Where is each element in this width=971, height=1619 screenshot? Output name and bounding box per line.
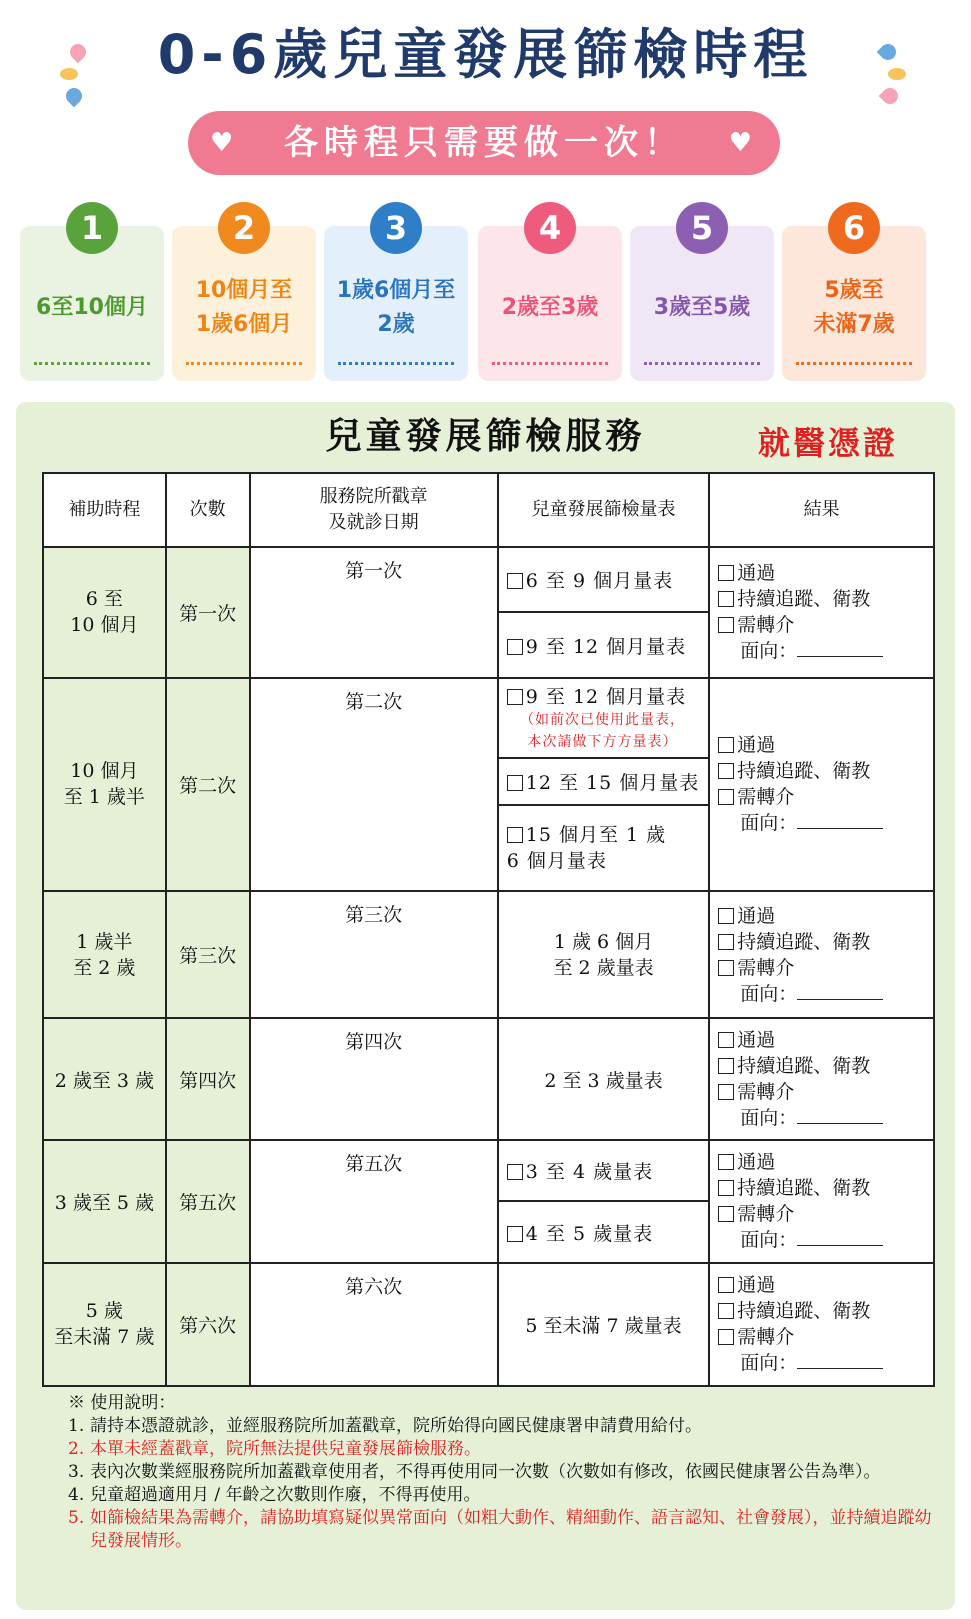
stage-card-6 [782,209,926,381]
stage-label: 1歲6個月至 2歲 [336,278,456,337]
checkbox[interactable] [507,689,523,705]
result-refer: 需轉介 [737,1203,795,1226]
checkbox[interactable] [507,639,523,655]
stage-card-5 [630,209,774,381]
result-aspect: 面向： [740,982,798,1005]
page-title: 0-6歲兒童發展篩檢時程 [157,23,814,86]
result-aspect: 面向： [740,1229,798,1252]
note-text: 請持本憑證就診，並經服務院所加蓋戳章，院所始得向國民健康署申請費用給付。 [90,1416,702,1436]
result-aspect: 面向： [740,812,798,835]
table-header-row [43,473,934,547]
stage-label: 2歲至3歲 [501,295,599,320]
heart-icon: ♥ [728,128,758,158]
note-item [68,1415,938,1438]
note-item [68,1484,938,1507]
table-row [43,1263,934,1386]
stage-card-3 [324,209,468,381]
note-text: 表內次數業經服務院所加蓋戳章使用者，不得再使用同一次數（次數如有修改，依國民健康署公告為準）。 [90,1462,881,1482]
period-cell: 10 個月 至 1 歲半 [43,678,166,891]
stamp-cell[interactable] [250,1263,498,1386]
stage-number-badge: 3 [370,202,422,254]
checkbox-pass[interactable] [718,1277,734,1293]
stage-label: 10個月至 1歲6個月 [195,278,293,337]
result-refer: 需轉介 [737,614,795,637]
stage-card-4 [478,209,622,381]
visit-label: 第五次 [345,1153,403,1176]
stage-number-badge: 2 [218,202,270,254]
result-follow: 持續追蹤、衛教 [737,1055,871,1078]
result-aspect: 面向： [740,640,798,663]
result-cell [709,678,934,891]
aspect-blank-line[interactable] [797,999,883,1000]
panel-title: 兒童發展篩檢服務 [325,415,646,457]
dotted-divider [338,362,454,365]
scale-cell [498,678,710,758]
aspect-blank-line[interactable] [797,1123,883,1124]
note-index: 3. [68,1462,85,1482]
checkbox[interactable] [507,1226,523,1242]
result-pass: 通過 [737,1029,776,1052]
header-stamp-date: 服務院所戳章 及就診日期 [250,473,498,547]
stamp-cell[interactable] [250,891,498,1018]
note-index: 2. [68,1439,85,1459]
scale-cell [498,1201,710,1262]
visit-label: 第二次 [345,690,403,713]
note-index: 5. [68,1508,85,1528]
scale-cell [498,805,710,891]
droplet-decoration-left-2 [60,68,78,80]
notes-heading: ※ 使用說明： [68,1393,176,1413]
usage-notes [68,1392,938,1553]
scale-cell [498,1140,710,1201]
note-item [68,1507,938,1553]
result-cell [709,1140,934,1263]
screening-table [42,472,935,1387]
header-count: 次數 [166,473,250,547]
droplet-decoration-right-2 [888,68,906,80]
certificate-label: 就醫憑證 [758,424,899,462]
scale-label: 3 至 4 歲量表 [525,1161,654,1184]
note-text: 兒童超過適用月 / 年齡之次數則作廢，不得再使用。 [90,1485,481,1505]
header-result: 結果 [709,473,934,547]
scale-cell: 2 至 3 歲量表 [498,1018,710,1140]
note-text: 如篩檢結果為需轉介，請協助填寫疑似異常面向（如粗大動作、精細動作、語言認知、社會發展），並持續追蹤幼兒發展情形。 [90,1508,932,1551]
period-cell: 2 歲至 3 歲 [43,1018,166,1140]
heart-icon: ♥ [210,128,240,158]
aspect-blank-line[interactable] [797,828,883,829]
checkbox-follow[interactable] [718,934,734,950]
header-scale: 兒童發展篩檢量表 [498,473,710,547]
result-cell [709,891,934,1018]
scale-cell: 1 歲 6 個月 至 2 歲量表 [498,891,710,1018]
checkbox-pass[interactable] [718,737,734,753]
table-row [43,1140,934,1201]
scale-cell: 5 至未滿 7 歲量表 [498,1263,710,1386]
stamp-cell[interactable] [250,547,498,678]
note-index: 1. [68,1416,85,1436]
checkbox[interactable] [507,1164,523,1180]
note-index: 4. [68,1485,85,1505]
result-aspect: 面向： [740,1352,798,1375]
checkbox[interactable] [507,827,523,843]
checkbox-refer[interactable] [718,1084,734,1100]
result-pass: 通過 [737,734,776,757]
period-cell: 3 歲至 5 歲 [43,1140,166,1263]
result-follow: 持續追蹤、衛教 [737,588,871,611]
result-refer: 需轉介 [737,786,795,809]
subtitle-text: 各時程只需要做一次！ [284,123,684,163]
stage-label: 6至10個月 [36,295,148,320]
subtitle-banner [188,111,780,175]
stage-label: 3歲至5歲 [653,295,751,320]
dotted-divider [796,362,912,365]
result-pass: 通過 [737,904,776,927]
checkbox-refer[interactable] [718,960,734,976]
scale-cell [498,612,710,678]
result-pass: 通過 [737,1274,776,1297]
checkbox[interactable] [507,775,523,791]
checkbox-pass[interactable] [718,908,734,924]
result-follow: 持續追蹤、衛教 [737,760,871,783]
header-period: 補助時程 [43,473,166,547]
checkbox-follow[interactable] [718,1058,734,1074]
visit-label: 第三次 [345,904,403,927]
checkbox-refer[interactable] [718,1206,734,1222]
aspect-blank-line[interactable] [797,1245,883,1246]
checkbox-pass[interactable] [718,1154,734,1170]
scale-cell [498,547,710,613]
dotted-divider [644,362,760,365]
period-cell: 1 歲半 至 2 歲 [43,891,166,1018]
table-row [43,547,934,613]
count-cell: 第五次 [166,1140,250,1263]
count-cell: 第二次 [166,678,250,891]
scale-label: 15 個月至 1 歲 6 個月量表 [506,824,667,872]
stage-number-badge: 4 [524,202,576,254]
note-item [68,1438,938,1461]
page-title-wrap [0,10,971,100]
note-text: 本單未經蓋戳章，院所無法提供兒童發展篩檢服務。 [90,1439,481,1459]
table-row [43,678,934,758]
checkbox-refer[interactable] [718,789,734,805]
result-follow: 持續追蹤、衛教 [737,1300,871,1323]
checkbox-pass[interactable] [718,1032,734,1048]
checkbox-follow[interactable] [718,1303,734,1319]
result-refer: 需轉介 [737,1326,795,1349]
count-cell: 第四次 [166,1018,250,1140]
dotted-divider [492,362,608,365]
checkbox-follow[interactable] [718,763,734,779]
count-cell: 第一次 [166,547,250,678]
stamp-cell[interactable] [250,678,498,891]
stage-card-1 [20,209,164,381]
note-item [68,1461,938,1484]
scale-note: （如前次已使用此量表， 本次請做下方方量表） [520,712,686,751]
count-cell: 第六次 [166,1263,250,1386]
aspect-blank-line[interactable] [797,656,883,657]
checkbox-follow[interactable] [718,591,734,607]
scale-label: 6 至 9 個月量表 [525,570,674,593]
scale-label: 4 至 5 歲量表 [525,1222,654,1245]
stage-number-badge: 5 [676,202,728,254]
result-follow: 持續追蹤、衛教 [737,1177,871,1200]
checkbox-refer[interactable] [718,1329,734,1345]
stamp-cell[interactable] [250,1018,498,1140]
stage-number-badge: 6 [828,202,880,254]
table-row [43,1018,934,1140]
checkbox-follow[interactable] [718,1180,734,1196]
scale-label: 12 至 15 個月量表 [525,771,700,794]
checkbox-pass[interactable] [718,565,734,581]
count-cell: 第三次 [166,891,250,1018]
stage-card-2 [172,209,316,381]
result-cell [709,1263,934,1386]
checkbox-refer[interactable] [718,617,734,633]
dotted-divider [34,362,150,365]
visit-label: 第一次 [345,559,403,582]
scale-cell [498,758,710,805]
period-cell: 5 歲 至未滿 7 歲 [43,1263,166,1386]
stage-label: 5歲至 未滿7歲 [813,278,895,337]
stamp-cell[interactable] [250,1140,498,1263]
dotted-divider [186,362,302,365]
visit-label: 第四次 [345,1031,403,1054]
result-refer: 需轉介 [737,956,795,979]
checkbox[interactable] [507,573,523,589]
period-cell: 6 至 10 個月 [43,547,166,678]
result-cell [709,547,934,678]
result-follow: 持續追蹤、衛教 [737,930,871,953]
table-row [43,891,934,1018]
result-refer: 需轉介 [737,1081,795,1104]
aspect-blank-line[interactable] [797,1368,883,1369]
result-aspect: 面向： [740,1107,798,1130]
stage-number-badge: 1 [66,202,118,254]
scale-label: 9 至 12 個月量表 [525,635,687,658]
scale-label: 9 至 12 個月量表 [525,686,687,709]
result-pass: 通過 [737,562,776,585]
visit-label: 第六次 [345,1275,403,1298]
result-pass: 通過 [737,1151,776,1174]
result-cell [709,1018,934,1140]
